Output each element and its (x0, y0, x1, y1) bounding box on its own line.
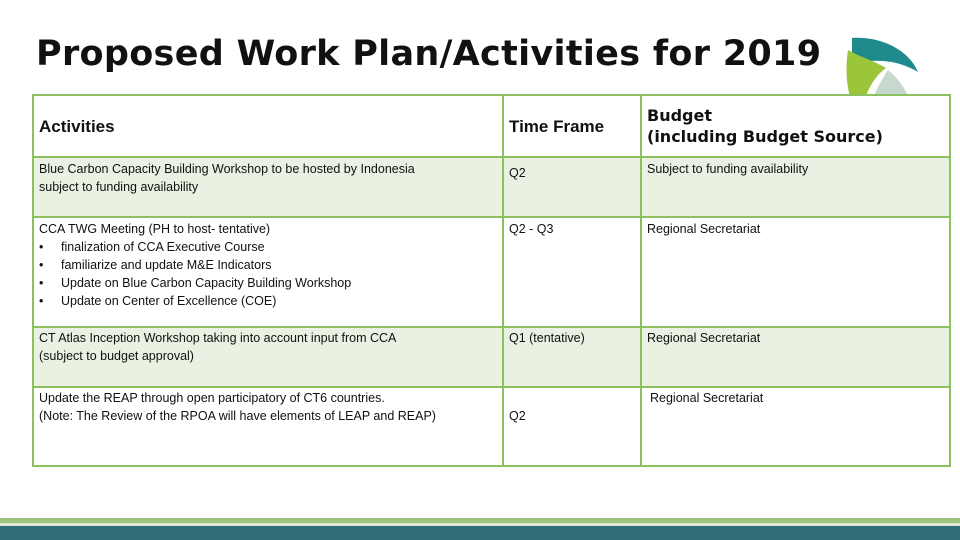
table-header-row (33, 95, 950, 157)
bullet-icon: • (39, 276, 44, 290)
header-activities: Activities (33, 95, 503, 157)
budget-cell: Regional Secretariat (641, 327, 950, 387)
activity-text: CT Atlas Inception Workshop taking into account input from CCA (39, 331, 397, 345)
table-row (33, 387, 950, 466)
header-budget-line1: Budget (647, 106, 712, 125)
bullet-icon: • (39, 294, 44, 308)
table-row (33, 327, 950, 387)
time-frame-cell: Q2 - Q3 (503, 217, 641, 327)
bullet-item (39, 292, 497, 310)
activity-text: (Note: The Review of the RPOA will have elements of LEAP and REAP) (39, 409, 436, 423)
budget-cell: Subject to funding availability (641, 157, 950, 217)
header-time-frame: Time Frame (503, 95, 641, 157)
page-title: Proposed Work Plan/Activities for 2019 (36, 34, 822, 74)
activity-cell (33, 387, 503, 466)
bullet-text: Update on Center of Excellence (COE) (61, 294, 277, 308)
time-frame-cell: Q2 (503, 157, 641, 217)
time-frame-cell: Q1 (tentative) (503, 327, 641, 387)
budget-cell: Regional Secretariat (641, 387, 950, 466)
work-plan-table (32, 94, 951, 467)
activity-text: subject to funding availability (39, 180, 199, 194)
footer-band-dark (0, 526, 960, 540)
activity-text: Blue Carbon Capacity Building Workshop to be hosted by Indonesia (39, 162, 415, 176)
table-row (33, 157, 950, 217)
bullet-text: Update on Blue Carbon Capacity Building Workshop (61, 276, 352, 290)
activity-cell (33, 327, 503, 387)
bullet-icon: • (39, 258, 44, 272)
header-budget (641, 95, 950, 157)
activity-cell (33, 217, 503, 327)
time-frame-cell: Q2 (503, 387, 641, 466)
bullet-icon: • (39, 240, 44, 254)
bullet-item (39, 238, 497, 256)
table-row (33, 217, 950, 327)
bullet-item (39, 274, 497, 292)
budget-cell: Regional Secretariat (641, 217, 950, 327)
bullet-item (39, 256, 497, 274)
bullet-text: finalization of CCA Executive Course (61, 240, 265, 254)
activity-cell (33, 157, 503, 217)
activity-text: (subject to budget approval) (39, 349, 194, 363)
activity-text: CCA TWG Meeting (PH to host- tentative) (39, 222, 271, 236)
header-budget-line2: (including Budget Source) (647, 127, 883, 146)
bullet-text: familiarize and update M&E Indicators (61, 258, 272, 272)
activity-text: Update the REAP through open participatory of CT6 countries. (39, 391, 385, 405)
